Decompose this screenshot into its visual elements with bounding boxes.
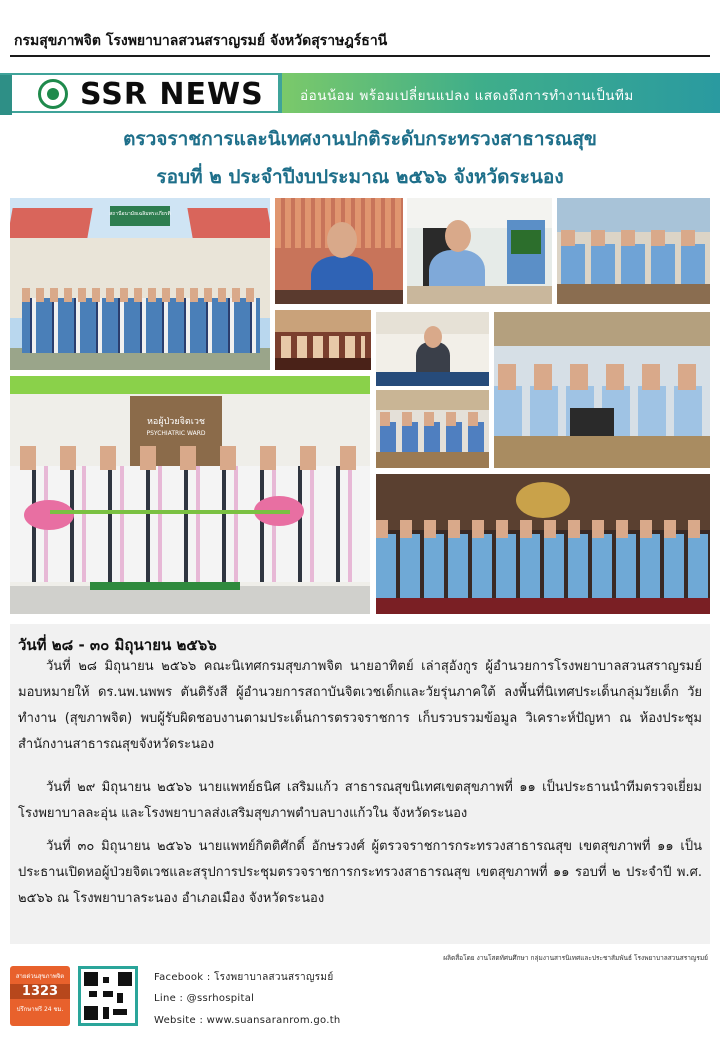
ward-sign: หอผู้ป่วยจิตเวช xyxy=(146,417,205,427)
photo-group-health-station xyxy=(10,198,270,370)
line-contact[interactable]: Line : @ssrhospital xyxy=(154,993,255,1004)
photo-meeting-attendees xyxy=(557,198,710,304)
article-date: วันที่ ๒๘ - ๓๐ มิถุนายน ๒๕๖๖ xyxy=(18,636,217,654)
production-credit: ผลิตสื่อโดย งานโสตทัศนศึกษา กลุ่มงานสารนิเทศและประชาสัมพันธ์ โรงพยาบาลสวนสราญรมย์ xyxy=(443,954,708,962)
hotline-number: 1323 xyxy=(10,984,70,999)
banner-title-panel xyxy=(0,73,278,113)
article-paragraph: วันที่ ๒๙ มิถุนายน ๒๕๖๖ นายแพทย์ธนิศ เสริมแก้ว สาธารณสุขนิเทศเขตสุขภาพที่ ๑๑ เป็นประธานนำทีมตรวจเยี่ยมโรงพยาบาลละอุ่น และโรงพยาบาลส่งเสริมสุขภาพตำบลบางแก้วใน จังหวัดระนอง xyxy=(18,780,702,821)
photo-group-conference-room xyxy=(376,474,710,614)
news-banner xyxy=(0,73,720,113)
organization-name: กรมสุขภาพจิต โรงพยาบาลสวนสราญรมย์ จังหวัดสุราษฎร์ธานี xyxy=(14,33,388,49)
headline-line-1: ตรวจราชการและนิเทศงานปกติระดับกระทรวงสาธารณสุข xyxy=(123,128,597,150)
photo-meeting-presenter xyxy=(407,198,552,304)
qr-code-icon[interactable] xyxy=(78,966,138,1026)
article-paragraph: วันที่ ๒๘ มิถุนายน ๒๕๖๖ คณะนิเทศกรมสุขภาพจิต นายอาทิตย์ เล่าสุอังกูร ผู้อำนวยการโรงพยาบาลสวนสราญรมย์ มอบหมายให้ ดร.นพ.นพพร ตันติรังสี ผู้อำนวยการสถาบันจิตเวชเด็กและวัยรุ่นภาคใต้ ลงพื้นที่นิเทศประเด็นกลุ่มวัยเด็ก วัยทำงาน (สุขภาพจิต) พบผู้รับผิดชอบงานตามประเด็นการตรวจราชการ เก็บรวบรวมข้อมูล วิเคราะห์ปัญหา ณ ห้องประชุมสำนักงานสาธารณสุขจังหวัดระนอง xyxy=(18,659,702,752)
photo-official-speaking xyxy=(275,198,403,304)
banner-tagline: อ่อนน้อม พร้อมเปลี่ยนแปลง แสดงถึงการทำงานเป็นทีม xyxy=(300,88,634,104)
website-link[interactable]: Website : www.suansaranrom.go.th xyxy=(154,1015,341,1026)
header-divider xyxy=(10,55,710,57)
hotline-subcaption: ปรึกษาฟรี 24 ชม. xyxy=(16,1006,64,1013)
dmh-logo-icon xyxy=(38,79,68,109)
hospital-sign: สถานีอนามัยเฉลิมพระเกียรติ xyxy=(109,211,171,217)
ward-sign-english: PSYCHIATRIC WARD xyxy=(146,430,206,437)
hotline-caption: สายด่วนสุขภาพจิต xyxy=(15,973,65,980)
headline-line-2: รอบที่ ๒ ประจำปีงบประมาณ ๒๕๖๖ จังหวัดระนอง xyxy=(156,166,564,188)
photo-ribbon-cutting-ceremony xyxy=(10,376,370,614)
photo-team-at-laptop xyxy=(494,312,710,468)
article-paragraph: วันที่ ๓๐ มิถุนายน ๒๕๖๖ นายแพทย์กิตติศักดิ์ อักษรวงศ์ ผู้ตรวจราชการกระทรวงสาธารณสุข เขตสุขภาพที่ ๑๑ เป็นประธานเปิดหอผู้ป่วยจิตเวชและสรุปการประชุมตรวจราชการกระทรวงสาธารณสุข เขตสุขภาพที่ ๑๑ รอบที่ ๒ ประจำปี พ.ศ. ๒๕๖๖ ณ โรงพยาบาลระนอง อำเภอเมือง จังหวัดระนอง xyxy=(18,839,702,906)
banner-accent-bar xyxy=(0,75,12,115)
photo-roundtable-discussion xyxy=(376,390,489,468)
photo-podium-speaker xyxy=(376,312,489,386)
photo-meeting-room-small xyxy=(275,310,371,370)
banner-title: SSR NEWS xyxy=(80,77,264,112)
hotline-1323-badge xyxy=(10,966,70,1026)
facebook-contact[interactable]: Facebook : โรงพยาบาลสวนสราญรมย์ xyxy=(154,972,334,983)
